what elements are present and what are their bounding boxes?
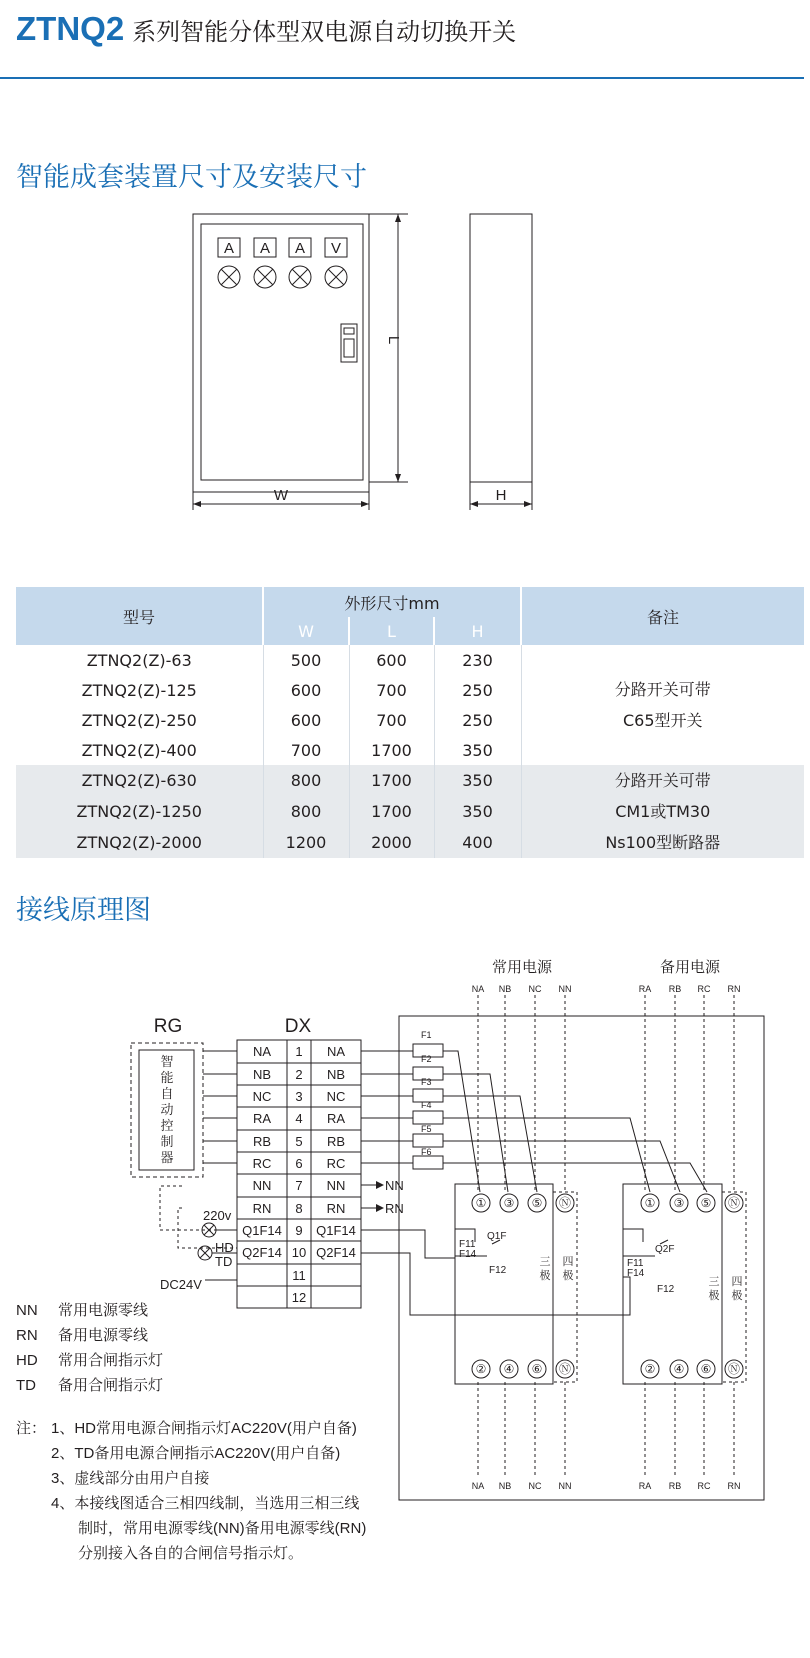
product-title: 系列智能分体型双电源自动切换开关 bbox=[132, 18, 517, 46]
fuse-label: F5 bbox=[421, 1124, 432, 1134]
pole-label: Ⓝ bbox=[727, 1362, 741, 1376]
cell-l: 700 bbox=[349, 675, 434, 705]
terminal-right-label: RB bbox=[326, 1134, 346, 1149]
pole-label: ① bbox=[475, 1196, 487, 1210]
cabinet-front-door bbox=[201, 224, 363, 480]
cell-w: 600 bbox=[263, 675, 349, 705]
phase-label-top: RA bbox=[638, 984, 652, 994]
col-header-size: 外形尺寸mm bbox=[263, 587, 521, 617]
phase-label-bottom: RA bbox=[638, 1481, 652, 1491]
q2-three-pole-char: 三 bbox=[708, 1276, 720, 1288]
note-line: 分路开关可带 bbox=[614, 771, 711, 790]
fuse-label: F4 bbox=[421, 1100, 432, 1110]
pole-label: ⑥ bbox=[700, 1362, 712, 1376]
dimensions-section-title: 智能成套装置尺寸及安装尺寸 bbox=[16, 162, 367, 193]
product-model: ZTNQ2 bbox=[16, 10, 125, 47]
cell-model: ZTNQ2(Z)-630 bbox=[16, 765, 263, 796]
cell-h: 250 bbox=[434, 705, 521, 735]
terminal-left-label: NB bbox=[252, 1067, 272, 1082]
cell-note-group-2 bbox=[521, 765, 804, 858]
cell-model: ZTNQ2(Z)-2000 bbox=[16, 827, 263, 858]
cell-model: ZTNQ2(Z)-400 bbox=[16, 735, 263, 765]
terminal-left-label: RA bbox=[252, 1111, 272, 1126]
terminal-left-label: RC bbox=[252, 1156, 272, 1171]
q1-four-pole-char: 极 bbox=[562, 1270, 574, 1282]
terminal-right-label: Q2F14 bbox=[316, 1245, 356, 1260]
page-header bbox=[16, 10, 516, 50]
pole-label: ③ bbox=[503, 1196, 515, 1210]
lamp-hd-label: HD bbox=[215, 1240, 234, 1255]
terminal-right-label: Q1F14 bbox=[316, 1223, 356, 1238]
legend-code: TD bbox=[16, 1377, 36, 1394]
dimension-l-label: L bbox=[385, 335, 402, 345]
q1-f11-label: F11 bbox=[459, 1239, 476, 1250]
phase-label-bottom: NC bbox=[528, 1481, 542, 1491]
pole-circle-icons bbox=[472, 1194, 743, 1378]
rg-label: RG bbox=[153, 1016, 183, 1037]
terminal-right-label: NC bbox=[326, 1089, 346, 1104]
fuse-label: F3 bbox=[421, 1077, 432, 1087]
controller-char: 自 bbox=[160, 1086, 174, 1101]
col-header-w: W bbox=[263, 617, 349, 645]
meter-label-4: V bbox=[330, 240, 342, 257]
note-item: 3、虚线部分由用户自接 bbox=[51, 1470, 210, 1487]
phase-label-top: NC bbox=[528, 984, 542, 994]
legend-desc: 备用电源零线 bbox=[58, 1327, 149, 1344]
terminal-num-label: 9 bbox=[295, 1223, 303, 1238]
pole-label: ⑤ bbox=[700, 1196, 712, 1210]
phase-label-top: NN bbox=[558, 984, 572, 994]
legend-code: NN bbox=[16, 1302, 38, 1319]
cell-l: 700 bbox=[349, 705, 434, 735]
terminal-num-label: 11 bbox=[292, 1268, 306, 1283]
cell-l: 1700 bbox=[349, 735, 434, 765]
controller-char: 能 bbox=[160, 1070, 174, 1085]
cell-model: ZTNQ2(Z)-1250 bbox=[16, 796, 263, 827]
cell-h: 350 bbox=[434, 796, 521, 827]
q2-label: Q2F bbox=[655, 1244, 675, 1255]
phase-label-top: RN bbox=[727, 984, 741, 994]
phase-label-top: NB bbox=[498, 984, 512, 994]
cabinet-side bbox=[470, 214, 532, 482]
meter-label-2: A bbox=[259, 240, 271, 257]
note-item: 2、TD备用电源合闸指示AC220V(用户自备) bbox=[51, 1445, 341, 1462]
terminal-num-label: 3 bbox=[295, 1089, 303, 1104]
meter-label-1: A bbox=[223, 240, 235, 257]
terminal-num-label: 4 bbox=[295, 1111, 303, 1126]
note-item: 1、HD常用电源合闸指示灯AC220V(用户自备) bbox=[51, 1420, 357, 1437]
q1-four-pole-char: 四 bbox=[562, 1256, 574, 1268]
q1-label: Q1F bbox=[487, 1231, 507, 1242]
q2-four-pole-char: 四 bbox=[731, 1276, 743, 1288]
legend-desc: 常用电源零线 bbox=[58, 1302, 149, 1319]
pole-label: ④ bbox=[503, 1362, 515, 1376]
cell-w: 800 bbox=[263, 765, 349, 796]
cabinet-drawing bbox=[0, 200, 560, 520]
q1-three-pole-char: 三 bbox=[539, 1256, 551, 1268]
phase-label-bottom: NA bbox=[471, 1481, 485, 1491]
cell-l: 1700 bbox=[349, 765, 434, 796]
cell-w: 800 bbox=[263, 796, 349, 827]
pole-label: Ⓝ bbox=[558, 1362, 572, 1376]
controller-char: 器 bbox=[160, 1150, 174, 1165]
cell-model: ZTNQ2(Z)-250 bbox=[16, 705, 263, 735]
cell-model: ZTNQ2(Z)-63 bbox=[16, 645, 263, 675]
table-row bbox=[16, 765, 804, 796]
terminal-num-label: 12 bbox=[291, 1290, 307, 1305]
cell-h: 350 bbox=[434, 765, 521, 796]
pole-label: Ⓝ bbox=[727, 1196, 741, 1210]
pole-label: ① bbox=[644, 1196, 656, 1210]
terminal-left-label: NN bbox=[252, 1178, 272, 1193]
normal-source-label: 常用电源 bbox=[491, 959, 553, 976]
terminal-left-label: RB bbox=[252, 1134, 272, 1149]
terminal-right-label: RN bbox=[326, 1201, 346, 1216]
terminal-num-label: 10 bbox=[291, 1245, 307, 1260]
terminal-left-label: NC bbox=[252, 1089, 272, 1104]
pole-label: ③ bbox=[673, 1196, 685, 1210]
terminal-num-label: 5 bbox=[295, 1134, 303, 1149]
cell-h: 250 bbox=[434, 675, 521, 705]
terminal-num-label: 6 bbox=[295, 1156, 303, 1171]
cell-w: 600 bbox=[263, 705, 349, 735]
col-header-model: 型号 bbox=[16, 587, 263, 645]
controller-char: 控 bbox=[160, 1118, 174, 1133]
dimension-w-label: W bbox=[273, 487, 289, 504]
cell-h: 400 bbox=[434, 827, 521, 858]
q2-f14-label: F14 bbox=[627, 1268, 645, 1279]
phase-label-top: NA bbox=[471, 984, 485, 994]
notes-prefix: 注： bbox=[16, 1420, 47, 1437]
pole-label: ② bbox=[644, 1362, 656, 1376]
phase-label-top: RB bbox=[668, 984, 682, 994]
header-divider bbox=[0, 77, 804, 79]
controller-wires bbox=[203, 1051, 237, 1163]
cell-w: 700 bbox=[263, 735, 349, 765]
cell-h: 230 bbox=[434, 645, 521, 675]
terminal-right-label: NB bbox=[326, 1067, 346, 1082]
terminal-left-label: NA bbox=[252, 1044, 272, 1059]
q1-three-pole-char: 极 bbox=[539, 1270, 551, 1282]
terminal-left-label: Q2F14 bbox=[242, 1245, 282, 1260]
terminal-right-label: RA bbox=[326, 1111, 346, 1126]
col-header-l: L bbox=[349, 617, 434, 645]
pole-label: ⑥ bbox=[531, 1362, 543, 1376]
phase-label-bottom: NN bbox=[558, 1481, 572, 1491]
phase-label-bottom: RC bbox=[697, 1481, 711, 1491]
note-item: 4、本接线图适合三相四线制，当选用三相三线 bbox=[51, 1495, 360, 1512]
terminal-num-label: 1 bbox=[295, 1044, 303, 1059]
dx-label: DX bbox=[284, 1016, 312, 1037]
fuse-source-wires bbox=[443, 1051, 707, 1192]
cell-model: ZTNQ2(Z)-125 bbox=[16, 675, 263, 705]
dimension-h-label: H bbox=[495, 487, 507, 504]
terminal-left-label: Q1F14 bbox=[242, 1223, 282, 1238]
legend-desc: 常用合闸指示灯 bbox=[58, 1352, 164, 1369]
controller-char: 制 bbox=[160, 1134, 174, 1149]
note-item: 制时，常用电源零线(NN)备用电源零线(RN) bbox=[78, 1520, 367, 1537]
dimensions-table bbox=[16, 587, 804, 858]
pole-label: ② bbox=[475, 1362, 487, 1376]
cell-w: 1200 bbox=[263, 827, 349, 858]
phase-label-top: RC bbox=[697, 984, 711, 994]
terminal-num-label: 7 bbox=[295, 1178, 303, 1193]
cabinet-lock bbox=[341, 324, 357, 362]
cell-w: 500 bbox=[263, 645, 349, 675]
lamp-td-label: TD bbox=[215, 1254, 233, 1269]
fuse-label: F1 bbox=[421, 1030, 432, 1040]
meter-label-3: A bbox=[294, 240, 306, 257]
indicator-lamp-icons bbox=[218, 266, 347, 288]
pole-label: Ⓝ bbox=[558, 1196, 572, 1210]
fuse-label: F6 bbox=[421, 1147, 432, 1157]
q2-four-pole-char: 极 bbox=[731, 1290, 743, 1302]
terminal-right-label: RC bbox=[326, 1156, 346, 1171]
fuse-label: F2 bbox=[421, 1054, 432, 1064]
terminal-right-label: NA bbox=[326, 1044, 346, 1059]
terminal-num-label: 8 bbox=[295, 1201, 303, 1216]
wiring-section-title: 接线原理图 bbox=[16, 895, 151, 926]
col-header-h: H bbox=[434, 617, 521, 645]
wiring-diagram bbox=[0, 940, 810, 1658]
dc-voltage-label: DC24V bbox=[160, 1277, 202, 1292]
cell-l: 2000 bbox=[349, 827, 434, 858]
terminal-right-label: NN bbox=[326, 1178, 346, 1193]
note-line: Ns100型断路器 bbox=[605, 833, 721, 852]
output-rn-label: RN bbox=[385, 1201, 404, 1216]
terminal-num-label: 2 bbox=[295, 1067, 303, 1082]
backup-source-label: 备用电源 bbox=[659, 959, 721, 976]
controller-char: 动 bbox=[160, 1102, 174, 1117]
controller-char: 智 bbox=[160, 1054, 174, 1069]
cell-l: 1700 bbox=[349, 796, 434, 827]
switch-q1-body bbox=[455, 1184, 553, 1384]
cabinet-front-outer bbox=[193, 214, 369, 492]
pole-label: ④ bbox=[673, 1362, 685, 1376]
note-line: 分路开关可带 bbox=[614, 680, 711, 699]
note-item: 分别接入各自的合闸信号指示灯。 bbox=[78, 1545, 304, 1562]
note-line: C65型开关 bbox=[622, 711, 703, 730]
phase-label-bottom: RB bbox=[668, 1481, 682, 1491]
cell-note-group-1 bbox=[521, 645, 804, 765]
col-header-note: 备注 bbox=[521, 587, 804, 645]
q2-three-pole-char: 极 bbox=[708, 1290, 720, 1302]
phase-label-bottom: RN bbox=[727, 1481, 741, 1491]
output-nn-label: NN bbox=[385, 1178, 404, 1193]
note-line: CM1或TM30 bbox=[615, 802, 711, 821]
cell-h: 350 bbox=[434, 735, 521, 765]
q2-f12-label: F12 bbox=[657, 1284, 675, 1295]
legend-code: RN bbox=[16, 1327, 38, 1344]
q1-f12-label: F12 bbox=[489, 1265, 507, 1276]
q1-f14-label: F14 bbox=[459, 1249, 477, 1260]
cell-l: 600 bbox=[349, 645, 434, 675]
terminal-left-label: RN bbox=[252, 1201, 272, 1216]
legend-code: HD bbox=[16, 1352, 38, 1369]
lamp-voltage-label: 220v bbox=[203, 1208, 232, 1223]
legend-desc: 备用合闸指示灯 bbox=[58, 1377, 164, 1394]
table-row bbox=[16, 645, 804, 675]
phase-label-bottom: NB bbox=[498, 1481, 512, 1491]
fuse-feed-wires bbox=[361, 1051, 413, 1163]
q2-f11-label: F11 bbox=[627, 1258, 644, 1269]
pole-label: ⑤ bbox=[531, 1196, 543, 1210]
